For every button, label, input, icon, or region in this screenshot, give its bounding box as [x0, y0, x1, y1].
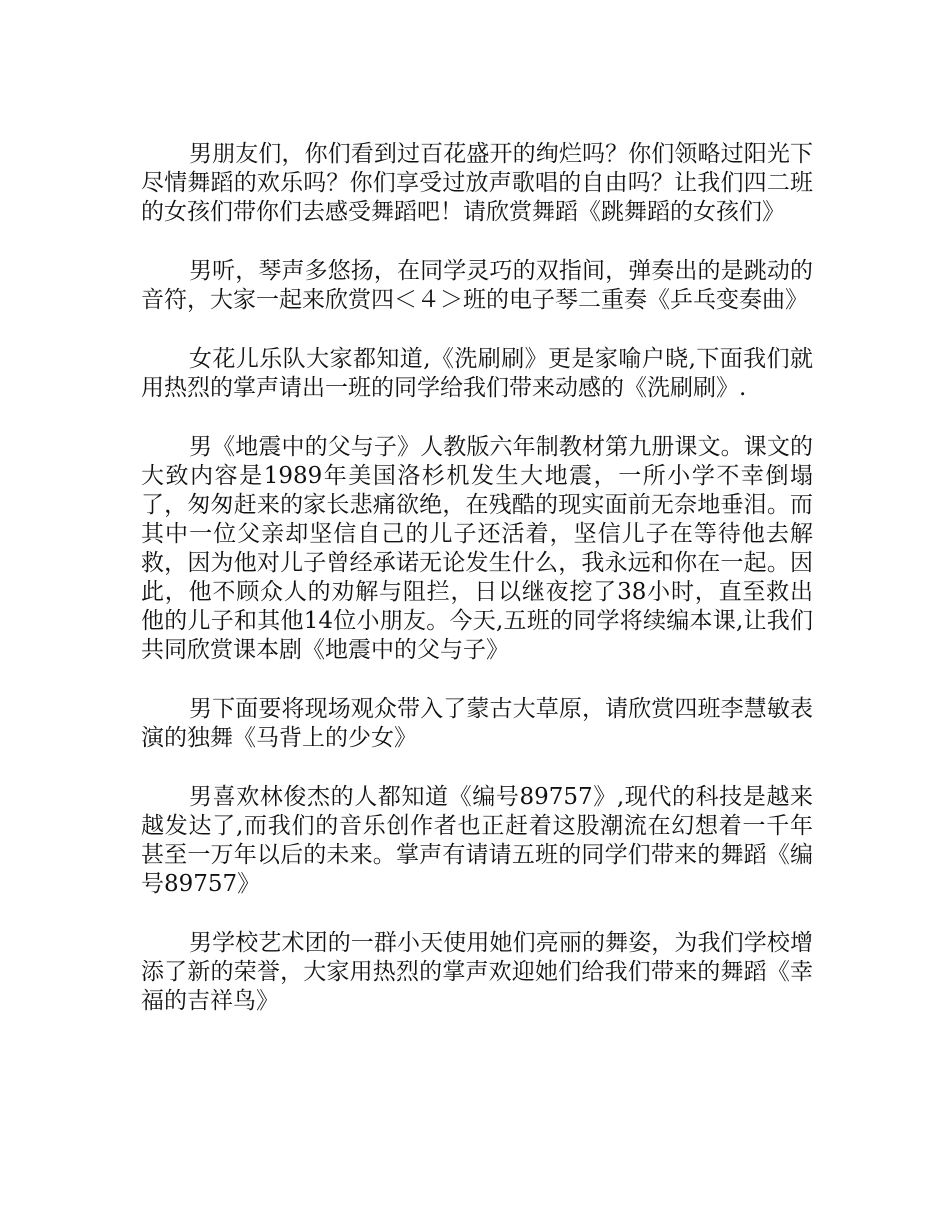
- paragraph-3: 女花儿乐队大家都知道,《洗刷刷》更是家喻户晓,下面我们就用热烈的掌声请出一班的同学给我们带来动感的《洗刷刷》.: [141, 346, 813, 401]
- paragraph-5: 男下面要将现场观众带入了蒙古大草原，请欣赏四班李慧敏表演的独舞《马背上的少女》: [141, 696, 813, 751]
- paragraph-2: 男听，琴声多悠扬，在同学灵巧的双指间，弹奏出的是跳动的音符，大家一起来欣赏四＜４＞班的电子琴二重奏《乒乓变奏曲》: [141, 258, 813, 313]
- paragraph-1: 男朋友们，你们看到过百花盛开的绚烂吗？你们领略过阳光下尽情舞蹈的欢乐吗？你们享受过放声歌唱的自由吗？让我们四二班的女孩们带你们去感受舞蹈吧！请欣赏舞蹈《跳舞蹈的女孩们》: [141, 141, 813, 225]
- paragraph-4: 男《地震中的父与子》人教版六年制教材第九册课文。课文的大致内容是1989年美国洛杉机发生大地震，一所小学不幸倒塌了，匆匆赶来的家长悲痛欲绝，在残酷的现实面前无奈地垂泪。而其中一位父亲却坚信自己的儿子还活着，坚信儿子在等待他去解救，因为他对儿子曾经承诺无论发生什么，我永远和你在一起。因此，他不顾众人的劝解与阻拦，日以继夜挖了38小时，直至救出他的儿子和其他14位小朋友。今天,五班的同学将续编本课,让我们共同欣赏课本剧《地震中的父与子》: [141, 434, 813, 663]
- paragraph-6: 男喜欢林俊杰的人都知道《编号89757》,现代的科技是越来越发达了,而我们的音乐创作者也正赶着这股潮流在幻想着一千年甚至一万年以后的未来。掌声有请请五班的同学们带来的舞蹈《编号89757》: [141, 784, 813, 897]
- document-body: [141, 140, 813, 1046]
- paragraph-7: 男学校艺术团的一群小天使用她们亮丽的舞姿，为我们学校增添了新的荣誉，大家用热烈的掌声欢迎她们给我们带来的舞蹈《幸福的吉祥鸟》: [141, 930, 813, 1014]
